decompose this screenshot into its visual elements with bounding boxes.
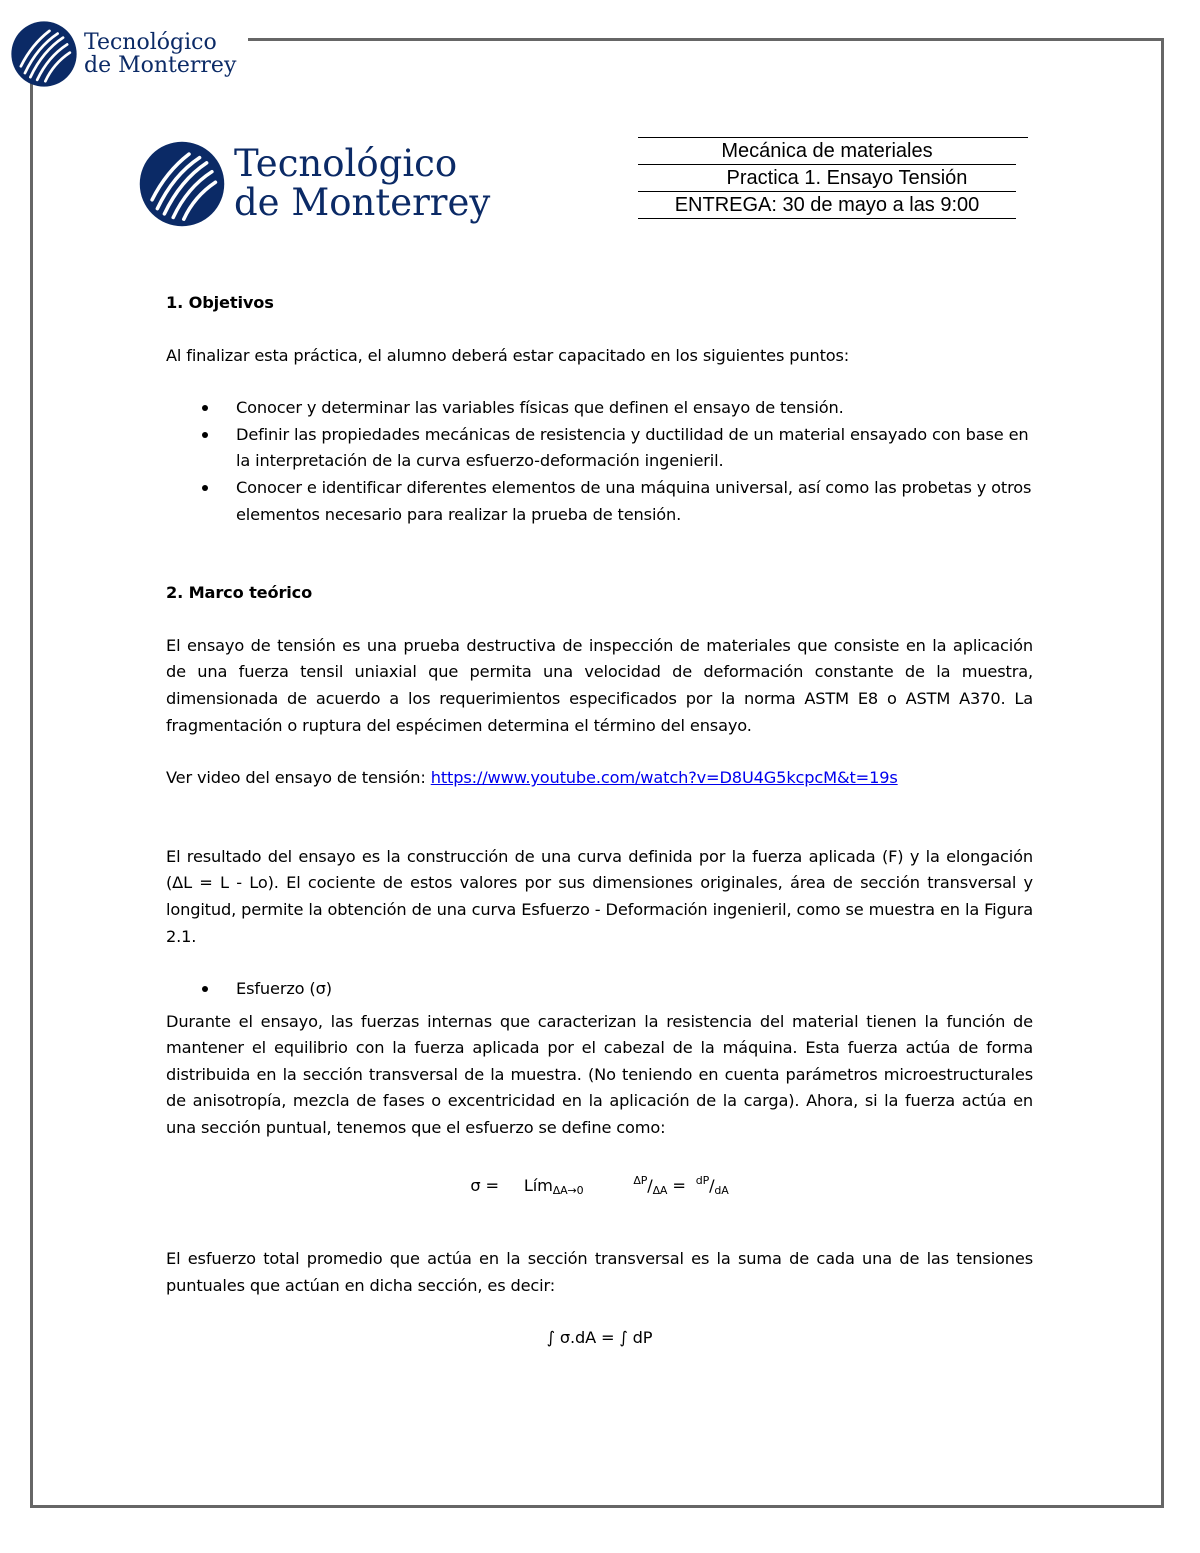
video-label: Ver video del ensayo de tensión: — [166, 768, 431, 788]
logo-line-2: de Monterrey — [84, 53, 237, 78]
theory-paragraph-3: Durante el ensayo, las fuerzas internas que caracterizan la resistencia del material tienen la función de mantener el equilibrio con la fuerza aplicada por el cabezal de la máquina. Esta fuerza actúa de forma distribuida en la sección transversal de la muestra. (No teniendo en cuenta parámetros microestructurales de anisotropía, mezcla de fases o excentricidad en la aplicación de la carga). Ahora, si la fuerza actúa en una sección puntual, tenemos que el esfuerzo se define como: — [166, 1011, 1033, 1138]
list-item: Conocer y determinar las variables físicas que definen el ensayo de tensión. — [166, 395, 1033, 422]
eq-num-2: dP — [695, 1173, 710, 1187]
list-item: Definir las propiedades mecánicas de resistencia y ductilidad de un material ensayado con base en la interpretación de la curva esfuerzo-deformación ingenieril. — [166, 422, 1033, 475]
eq-sigma: σ = — [470, 1175, 499, 1195]
logo-line-1: Tecnológico — [84, 29, 217, 55]
tec-shield-icon — [10, 20, 78, 88]
main-logo — [138, 140, 490, 228]
integral-equation: ∫ σ.dA = ∫ dP — [546, 1328, 653, 1348]
practice-title: Practica 1. Ensayo Tensión — [638, 165, 1016, 192]
due-date: ENTREGA: 30 de mayo a las 9:00 — [638, 192, 1016, 219]
eq-equals: = — [672, 1175, 686, 1195]
theory-paragraph-4: El esfuerzo total promedio que actúa en la sección transversal es la suma de cada una de las tensiones puntuales que actúan en dicha sección, es decir: — [166, 1249, 1033, 1295]
video-line — [166, 765, 1033, 792]
eq-lim: Lím — [523, 1175, 553, 1195]
course-title: Mecánica de materiales — [638, 138, 1016, 165]
logo-line-1: Tecnológico — [234, 142, 458, 186]
eq-num-1: ΔP — [633, 1173, 648, 1187]
stress-equation: σ = Lím$_{\Delta A\to 0}$ $^{\Delta P}/_{\Delta A} = ^{dP}/_{dA}$ — [470, 1173, 729, 1197]
eq-den-1: ΔA — [652, 1183, 668, 1197]
logo-line-2: de Monterrey — [234, 181, 491, 224]
list-item: Esfuerzo (σ) — [166, 976, 1033, 1003]
video-link[interactable]: https://www.youtube.com/watch?v=D8U4G5kcpcM&t=19s — [430, 768, 898, 788]
eq-lim-sub: ΔA→0 — [552, 1183, 584, 1197]
objectives-list — [166, 395, 1033, 528]
section-heading-objectives: 1. Objetivos — [166, 293, 274, 312]
list-item: Conocer e identificar diferentes elementos de una máquina universal, así como las probetas y otros elementos necesario para realizar la prueba de tensión. — [166, 475, 1033, 528]
section-heading-theory: 2. Marco teórico — [166, 583, 313, 603]
title-block — [638, 137, 1028, 219]
header-logo — [10, 20, 236, 88]
theory-paragraph-2: El resultado del ensayo es la construcción de una curva definida por la fuerza aplicada (F) y la elongación (ΔL = L - Lo). El cociente de estos valores por sus dimensiones originales, área de sección transversal y longitud, permite la obtención de una curva Esfuerzo - Deformación ingenieril, como se muestra en la Figura 2.1. — [166, 846, 1033, 946]
tec-shield-icon — [138, 140, 226, 228]
theory-paragraph-1: El ensayo de tensión es una prueba destructiva de inspección de materiales que consiste en la aplicación de una fuerza tensil uniaxial que permita una velocidad de deformación constante de la muestra, dimensionada de acuerdo a los requerimientos especificados por la norma ASTM E8 o ASTM A370. La fragmentación o ruptura del espécimen determina el término del ensayo. — [166, 635, 1033, 735]
stress-list — [166, 976, 1033, 1003]
objectives-intro: Al finalizar esta práctica, el alumno deberá estar capacitado en los siguientes puntos: — [166, 345, 850, 365]
document-body — [166, 290, 1033, 1352]
eq-den-2: dA — [714, 1183, 729, 1197]
